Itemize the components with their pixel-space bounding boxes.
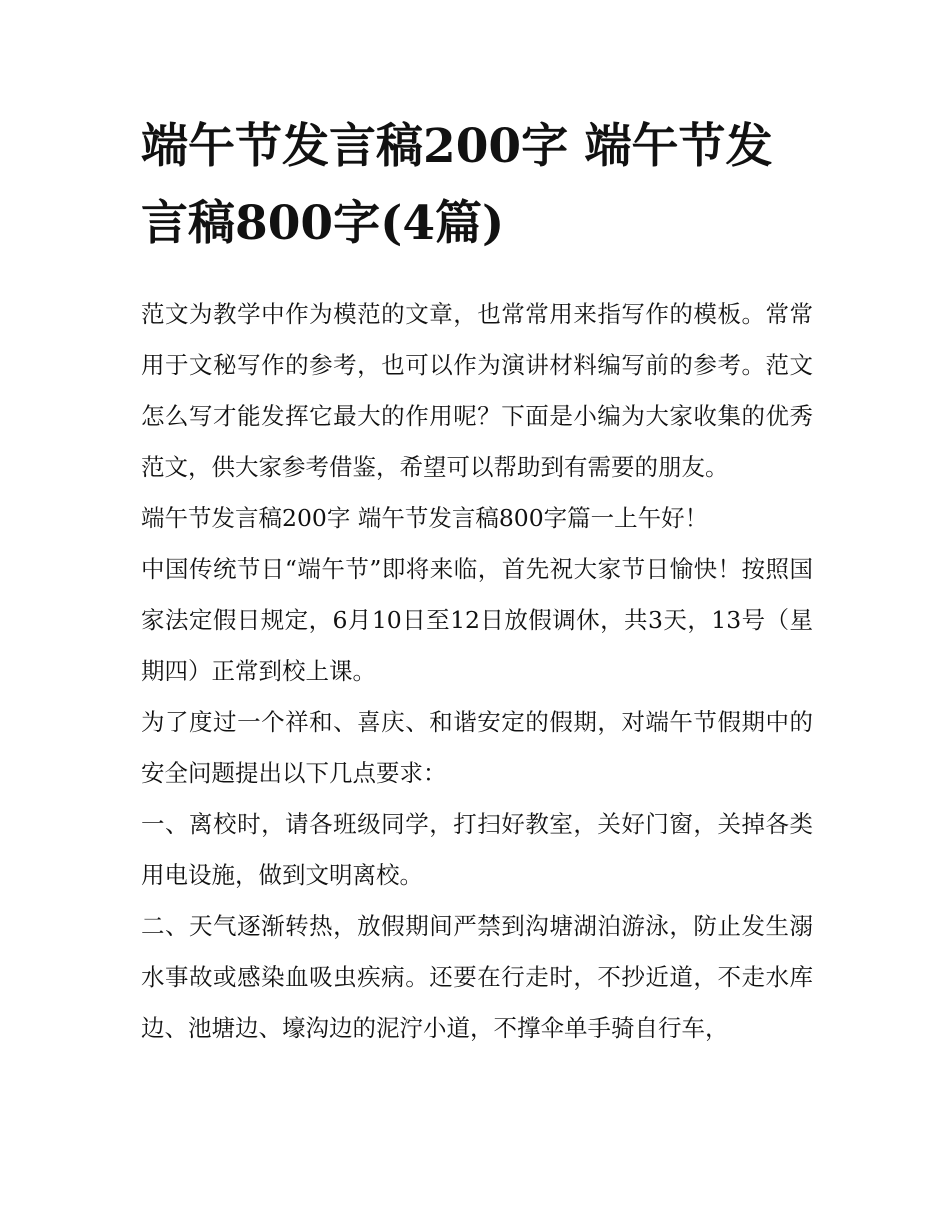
document-page [141, 108, 813, 1054]
holiday-notice-paragraph: 中国传统节日“端午节”即将来临，首先祝大家节日愉快！按照国家法定假日规定，6月10日至12日放假调休，共3天，13号（星期四）正常到校上课。 [141, 555, 813, 685]
document-body [141, 289, 813, 1054]
safety-intro-paragraph: 为了度过一个祥和、喜庆、和谐安定的假期，对端午节假期中的安全问题提出以下几点要求： [141, 708, 813, 787]
section-heading-paragraph: 端午节发言稿200字 端午节发言稿800字篇一上午好！ [141, 504, 709, 532]
document-title: 端午节发言稿200字 端午节发言稿800字(4篇) [141, 119, 773, 251]
rule-one-paragraph: 一、离校时，请各班级同学，打扫好教室，关好门窗，关掉各类用电设施，做到文明离校。 [141, 810, 813, 889]
intro-paragraph: 范文为教学中作为模范的文章，也常常用来指写作的模板。常常用于文秘写作的参考，也可以作为演讲材料编写前的参考。范文怎么写才能发挥它最大的作用呢？下面是小编为大家收集的优秀范文，供大家参考借鉴，希望可以帮助到有需要的朋友。 [141, 300, 813, 481]
rule-two-paragraph: 二、天气逐渐转热，放假期间严禁到沟塘湖泊游泳，防止发生溺水事故或感染血吸虫疾病。还要在行走时，不抄近道，不走水库边、池塘边、壕沟边的泥泞小道，不撑伞单手骑自行车， [141, 912, 813, 1042]
